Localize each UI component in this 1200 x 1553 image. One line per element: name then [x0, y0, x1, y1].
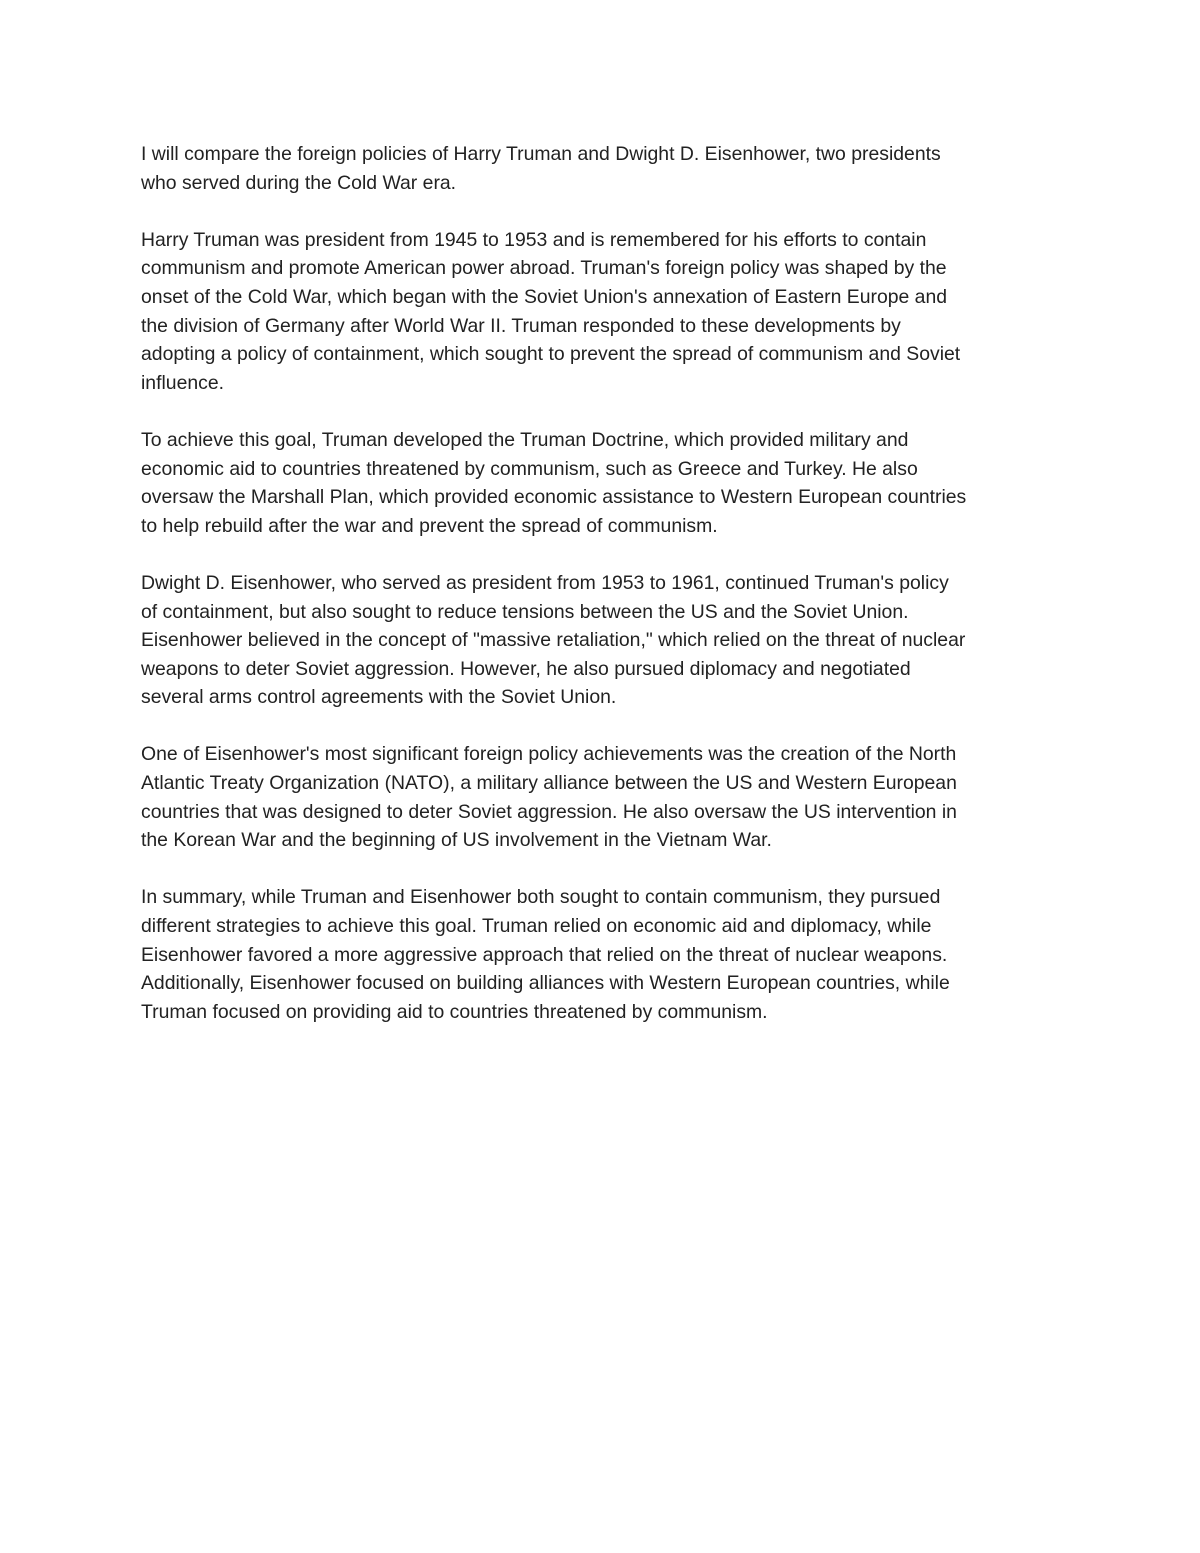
paragraph-intro [141, 140, 1071, 197]
paragraph-truman [141, 226, 1071, 398]
text-line: several arms control agreements with the Soviet Union. [141, 686, 617, 709]
text-line: Harry Truman was president from 1945 to 1953 and is remembered for his efforts to contain [141, 228, 927, 251]
paragraph-eisenhower-achievements [141, 740, 1071, 854]
text-line: Eisenhower believed in the concept of "massive retaliation," which relied on the threat of nuclear [141, 629, 966, 652]
text-line: In summary, while Truman and Eisenhower both sought to contain communism, they pursued [141, 886, 941, 909]
text-line: oversaw the Marshall Plan, which provided economic assistance to Western European countries [141, 486, 967, 509]
paragraph-eisenhower [141, 569, 1071, 712]
text-line: One of Eisenhower's most significant foreign policy achievements was the creation of the North [141, 743, 957, 766]
text-line: onset of the Cold War, which began with the Soviet Union's annexation of Eastern Europe and [141, 285, 948, 308]
text-line: adopting a policy of containment, which sought to prevent the spread of communism and Soviet [141, 343, 961, 366]
text-line: influence. [141, 371, 225, 394]
text-line: the division of Germany after World War II. Truman responded to these developments by [141, 314, 901, 337]
paragraph-truman-doctrine [141, 426, 1071, 540]
text-line: the Korean War and the beginning of US involvement in the Vietnam War. [141, 829, 772, 852]
paragraph-summary [141, 883, 1071, 1026]
text-line: communism and promote American power abroad. Truman's foreign policy was shaped by the [141, 257, 947, 280]
text-line: weapons to deter Soviet aggression. However, he also pursued diplomacy and negotiated [141, 657, 911, 680]
text-line: who served during the Cold War era. [141, 171, 457, 194]
document-body [141, 140, 1071, 1055]
text-line: Additionally, Eisenhower focused on building alliances with Western European countries, while [141, 972, 950, 995]
text-line: countries that was designed to deter Soviet aggression. He also oversaw the US intervention in [141, 800, 957, 823]
text-line: to help rebuild after the war and prevent the spread of communism. [141, 514, 718, 537]
text-line: Dwight D. Eisenhower, who served as president from 1953 to 1961, continued Truman's policy [141, 571, 949, 594]
text-line: economic aid to countries threatened by communism, such as Greece and Turkey. He also [141, 457, 918, 480]
text-line: Eisenhower favored a more aggressive approach that relied on the threat of nuclear weapons. [141, 943, 948, 966]
text-line: of containment, but also sought to reduce tensions between the US and the Soviet Union. [141, 600, 909, 623]
text-line: Atlantic Treaty Organization (NATO), a military alliance between the US and Western European [141, 772, 957, 795]
text-line: I will compare the foreign policies of Harry Truman and Dwight D. Eisenhower, two presidents [141, 143, 941, 165]
text-line: To achieve this goal, Truman developed the Truman Doctrine, which provided military and [141, 428, 909, 451]
text-line: different strategies to achieve this goal. Truman relied on economic aid and diplomacy, while [141, 915, 932, 938]
text-line: Truman focused on providing aid to countries threatened by communism. [141, 1000, 768, 1023]
